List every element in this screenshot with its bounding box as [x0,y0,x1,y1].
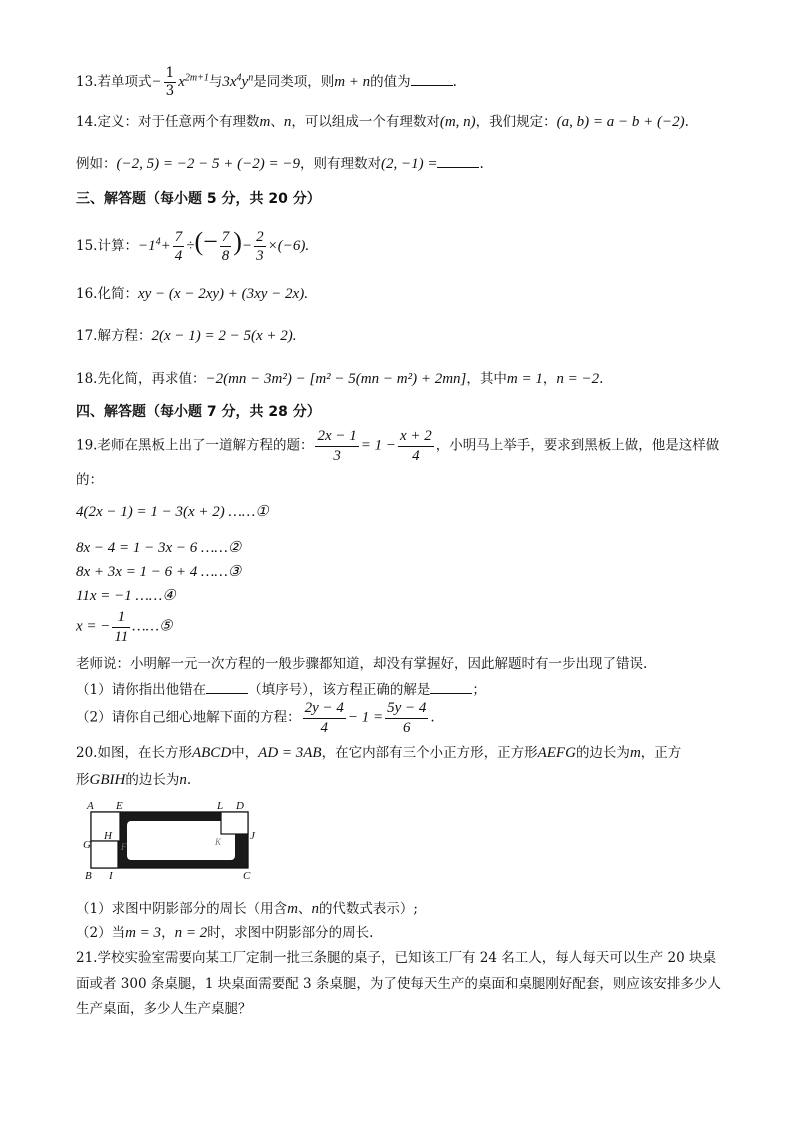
q19-line2: 的： [76,472,103,488]
q21-line1: 21.学校实验室需要向某工厂定制一批三条腿的桌子，已知该工厂有 24 名工人，每人每天可以生产 20 块桌 [76,950,716,966]
label-h: H [104,830,112,842]
teacher-note: 老师说：小明解一元一次方程的一般步骤都知道，却没有掌握好，因此解题时有一步出现了错误. [76,656,648,672]
q21-line3: 生产桌面，多少人生产桌腿？ [76,1001,252,1017]
q17-line: 17.解方程：2(x − 1) = 2 − 5(x + 2). [76,328,297,344]
q14-line1: 14.定义：对于任意两个有理数m、n，可以组成一个有理数对(m, n)，我们规定：(a, b) = a − b + (−2). [76,114,689,130]
label-l: L [217,800,224,812]
answer-blank[interactable] [437,155,479,168]
q16-line: 16.化简：xy − (x − 2xy) + (3xy − 2x). [76,286,308,302]
solution-step: x = − $\frac{1}{11}$ ……⑤ [76,609,173,645]
solution-step: 8x − 4 = 1 − 3x − 6 ……② [76,540,242,556]
q15-line: 15.计算：$-1^4+$ $\frac{7}{4}$ ÷(− $\frac{7}{8}$ )− $\frac{2}{3}$ ×(−6). [76,227,310,264]
q13-line: 13.若单项式− $\frac{1}{3}$ $x^{2m+1}$与$3x^4y^n$是同类项，则m + n的值为 . [76,65,457,99]
label-j: J [250,830,255,842]
label-d: D [236,800,244,812]
q20-part2: （2）当m = 3，n = 2时，求图中阴影部分的周长. [76,925,374,941]
q19-part1: （1）请你指出他错在 （填序号），该方程正确的解是 ； [76,682,486,698]
q20-part1: （1）求图中阴影部分的周长（用含m、n的代数式表示）; [76,901,418,917]
label-b: B [85,870,92,880]
rectangle-figure [83,800,258,880]
answer-blank[interactable] [206,681,248,694]
solution-step: 11x = −1 ……④ [76,588,176,604]
answer-blank[interactable] [430,681,472,694]
solution-step: 8x + 3x = 1 − 6 + 4 ……③ [76,564,242,580]
section-heading: 四、解答题（每小题 7 分，共 28 分） [76,404,321,420]
q21-line2: 面或者 300 条桌腿，1 块桌面需要配 3 条桌腿，为了使每天生产的桌面和桌腿刚好配套，则应该安排多少人 [76,976,721,992]
solution-step: 4(2x − 1) = 1 − 3(x + 2) ……① [76,504,269,520]
label-a: A [87,800,94,812]
q20-line1: 20.如图，在长方形ABCD中，AD = 3AB，在它内部有三个小正方形，正方形AEFG的边长为m，正方 [76,745,682,761]
label-f: F [121,842,127,852]
q19-part2: （2）请你自己细心地解下面的方程： $\frac{2y - 4}{4}$ − 1 = $\frac{5y - 4}{6}$ . [76,700,435,736]
label-g: G [83,839,91,851]
square-gbih [91,841,118,868]
fraction: $\frac{1}{3}$ [165,65,175,99]
q14-line2: 例如：(−2, 5) = −2 − 5 + (−2) = −9，则有理数对(2, −1) = . [76,156,484,172]
answer-blank[interactable] [411,73,453,86]
label-e: E [116,800,123,812]
q19-line1: 19.老师在黑板上出了一道解方程的题： $\frac{2x - 1}{3}$ = 1 − $\frac{x + 2}{4}$ ，小明马上举手，要求到黑板上做，他是这样做 [76,428,720,464]
label-i: I [109,870,113,880]
q18-line: 18.先化简，再求值：−2(mn − 3m²) − [m² − 5(mn − m²) + 2mn]，其中m = 1，n = −2. [76,371,604,387]
square-ldjk [221,812,248,834]
label-k: K [215,837,222,847]
label-c: C [243,870,251,880]
q20-line2: 形GBIH的边长为n. [76,772,192,788]
section-heading: 三、解答题（每小题 5 分，共 20 分） [76,191,321,207]
